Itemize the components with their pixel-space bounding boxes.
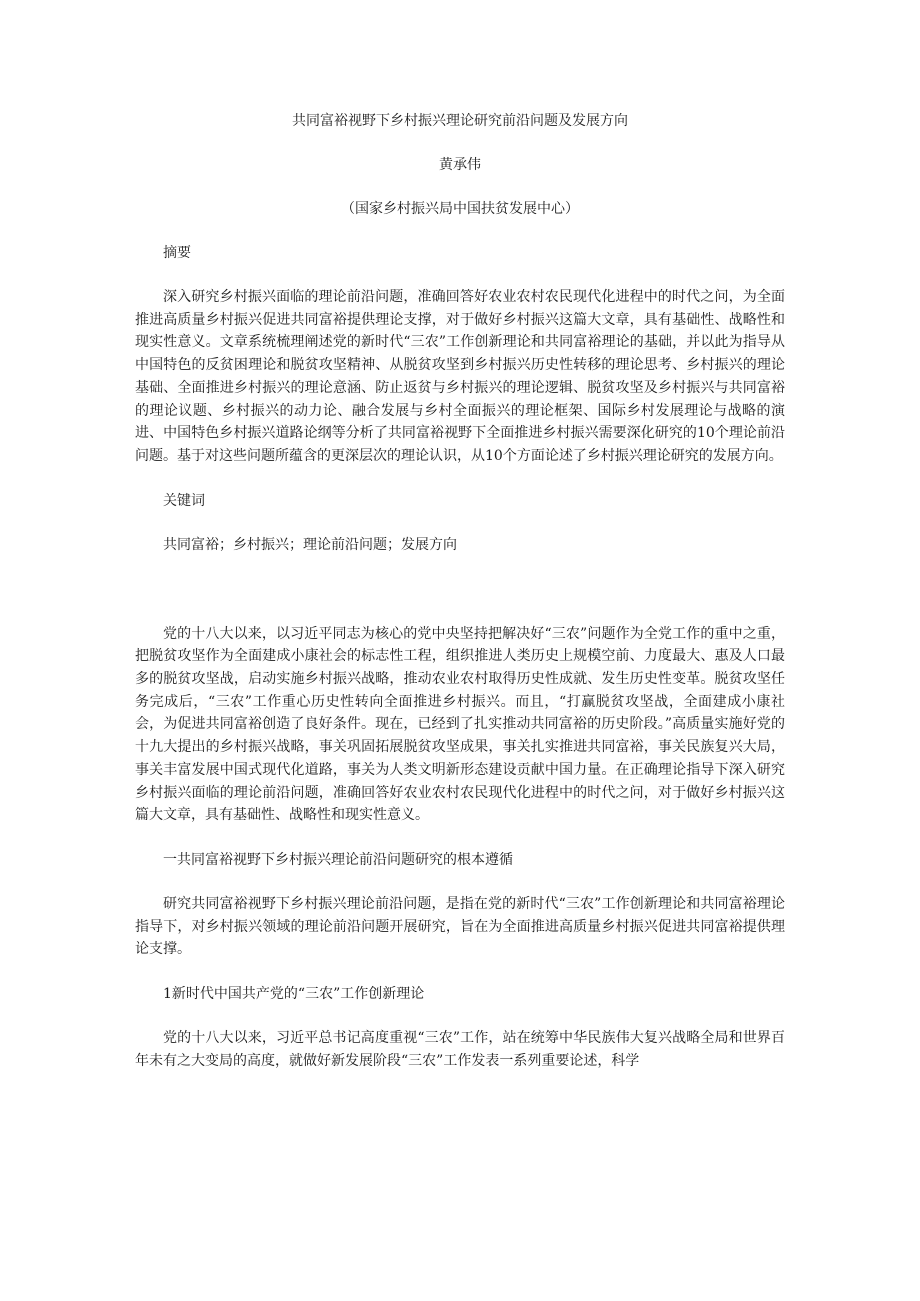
document-content [135,110,785,1094]
abstract-heading: 摘要 [163,245,191,261]
abstract-text: 深入研究乡村振兴面临的理论前沿问题，准确回答好农业农村农民现代化进程中的时代之问，为全面推进高质量乡村振兴促进共同富裕提供理论支撑，对于做好乡村振兴这篇大文章，具有基础性、战略性和现实性意义。文章系统梳理阐述党的新时代“三农”工作创新理论和共同富裕理论的基础，并以此为指导从中国特色的反贫困理论和脱贫攻坚精神、从脱贫攻坚到乡村振兴历史性转移的理论思考、乡村振兴的理论基础、全面推进乡村振兴的理论意涵、防止返贫与乡村振兴的理论逻辑、脱贫攻坚及乡村振兴与共同富裕的理论议题、乡村振兴的动力论、融合发展与乡村全面振兴的理论框架、国际乡村发展理论与战略的演进、中国特色乡村振兴道路论纲等分析了共同富裕视野下全面推进乡村振兴需要深化研究的10个理论前沿问题。基于对这些问题所蕴含的更深层次的理论认识，从10个方面论述了乡村振兴理论研究的发展方向。 [135,289,785,464]
section-1-heading: 一共同富裕视野下乡村振兴理论前沿问题研究的根本遵循 [163,851,513,868]
subsection-1-paragraph: 党的十八大以来，习近平总书记高度重视“三农”工作，站在统筹中华民族伟大复兴战略全局和世界百年未有之大变局的高度，就做好新发展阶段“三农”工作发表一系列重要论述，科学 [135,1030,785,1069]
intro-paragraph: 党的十八大以来，以习近平同志为核心的党中央坚持把解决好“三农”问题作为全党工作的重中之重，把脱贫攻坚作为全面建成小康社会的标志性工程，组织推进人类历史上规模空前、力度最大、惠及人口最多的脱贫攻坚战，启动实施乡村振兴战略，推动农业农村取得历史性成就、发生历史性变革。脱贫攻坚任务完成后，“三农”工作重心历史性转向全面推进乡村振兴。而且，“打赢脱贫攻坚战，全面建成小康社会，为促进共同富裕创造了良好条件。现在，已经到了扎实推动共同富裕的历史阶段。”高质量实施好党的十九大提出的乡村振兴战略，事关巩固拓展脱贫攻坚成果，事关扎实推进共同富裕，事关民族复兴大局，事关丰富发展中国式现代化道路，事关为人类文明新形态建设贡献中国力量。在正确理论指导下深入研究乡村振兴面临的理论前沿问题，准确回答好农业农村农民现代化进程中的时代之问，对于做好乡村振兴这篇大文章，具有基础性、战略性和现实性意义。 [135,625,785,824]
section-1-paragraph: 研究共同富裕视野下乡村振兴理论前沿问题，是指在党的新时代“三农”工作创新理论和共同富裕理论指导下，对乡村振兴领域的理论前沿问题开展研究，旨在为全面推进高质量乡村振兴促进共同富裕提供理论支撑。 [135,895,785,958]
section-spacer [135,578,785,623]
author-name: 黄承伟 [439,157,481,173]
paper-title: 共同富裕视野下乡村振兴理论研究前沿问题及发展方向 [292,113,628,129]
subsection-1-heading: 1新时代中国共产党的“三农”工作创新理论 [163,986,425,1003]
keywords-text: 共同富裕；乡村振兴；理论前沿问题；发展方向 [163,536,457,553]
keywords-heading: 关键词 [163,492,205,509]
author-affiliation: （国家乡村振兴局中国扶贫发展中心） [341,201,579,217]
